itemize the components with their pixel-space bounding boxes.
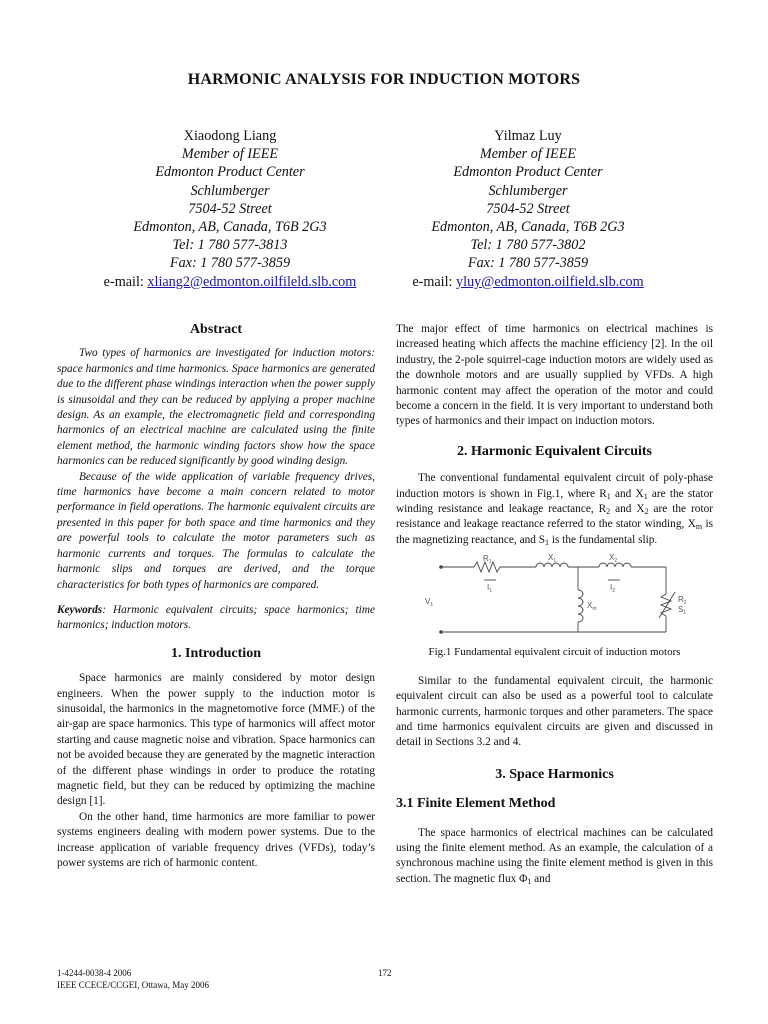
- author-membership: Member of IEEE: [479, 146, 577, 163]
- intro-paragraph-2: On the other hand, time harmonics are more familiar to power systems engineers dealing with modern power systems. Due to the increase application of variable frequency drives (VFDs), today’s power systems are rich of harmonic content.: [57, 810, 375, 869]
- label-r1: $R_1$: [483, 554, 492, 566]
- terminal-bottom: [439, 630, 443, 634]
- author-email-link[interactable]: xliang2@edmonton.oilfileld.slb.com: [147, 273, 357, 290]
- label-i1: $I_1$: [487, 583, 493, 595]
- author-block-1: [90, 127, 370, 291]
- author-email-row: [90, 273, 370, 291]
- author-company: Schlumberger: [488, 182, 568, 199]
- inductor-xm: [578, 590, 583, 622]
- abstract-heading: Abstract: [189, 322, 243, 337]
- email-label: e-mail:: [103, 273, 148, 290]
- footer-left: [57, 967, 209, 991]
- author-city: Edmonton, AB, Canada, T6B 2G3: [133, 219, 327, 236]
- author-fax: Fax: 1 780 577-3859: [467, 255, 589, 272]
- label-x1: $X_1$: [548, 553, 557, 565]
- section-3-1-heading: 3.1 Finite Element Method: [396, 796, 556, 812]
- keywords: [57, 603, 375, 634]
- author-city: Edmonton, AB, Canada, T6B 2G3: [431, 219, 625, 236]
- label-i2: $I_2$: [610, 583, 616, 595]
- left-column: [57, 322, 375, 871]
- paper-title: HARMONIC ANALYSIS FOR INDUCTION MOTORS: [187, 71, 581, 88]
- author-company: Schlumberger: [190, 182, 270, 199]
- sec2-paragraph-2: Similar to the fundamental equivalent circuit, the harmonic equivalent circuit can also be used as a powerful tool to calculate harmonic currents, harmonic torques and other parameters. The space and time harmonics equivalent circuits are given and discussed in detail in Sections 3.2 and 4.: [396, 674, 713, 749]
- keywords-text: : Harmonic equivalent circuits; space harmonics; time harmonics; induction motors.: [57, 603, 375, 632]
- author-org: Edmonton Product Center: [453, 164, 603, 181]
- label-r2: $R_2$: [678, 595, 687, 607]
- figure-1-caption: Fig.1 Fundamental equivalent circuit of induction motors: [428, 646, 681, 659]
- footer-isbn: 1-4244-0038-4 2006: [57, 968, 132, 978]
- label-xm: $X_m$: [587, 601, 597, 613]
- label-v1: $V_1$: [425, 597, 434, 609]
- page-number: 172: [378, 968, 392, 978]
- author-street: 7504-52 Street: [188, 200, 272, 217]
- author-name: Xiaodong Liang: [183, 128, 277, 144]
- author-membership: Member of IEEE: [181, 146, 279, 163]
- author-email-row: [388, 273, 668, 291]
- label-s1: $S_1$: [678, 605, 687, 617]
- author-block-2: [388, 127, 668, 291]
- author-org: Edmonton Product Center: [155, 164, 305, 181]
- equivalent-circuit-figure: [396, 552, 713, 642]
- abstract-paragraph-2: Because of the wide application of variable frequency drives, time harmonics have become a main concern related to motor performance in field operations. The harmonic equivalent circuits are presented in this paper for both space and time harmonics and they are powerful tools to calculate the motor parameters such as harmonic currents and torques. The formulas to calculate the harmonic slips and torques are derived, and the torque characteristics for both types of harmonics are compared.: [57, 470, 375, 591]
- author-fax: Fax: 1 780 577-3859: [169, 255, 291, 272]
- intro-paragraph-3: The major effect of time harmonics on electrical machines is increased heating which affects the machine efficiency [2]. In the oil industry, the 2-pole squirrel-cage induction motors are widely used as the downhole motors and are usually supplied by VFDs. A high harmonic content may affect the operation of the motor and could become a concern in the field. It is very important to understand both types of harmonics and their impact on induction motors.: [396, 323, 713, 428]
- intro-paragraph-1: Space harmonics are mainly considered by motor design engineers. When the power supply to the induction motor is sinusoidal, the harmonics in the magnetomotive force (MMF.) of the air-gap are space harmonics. This type of harmonics will affect motor starting and cause magnetic noise and vibration. Space harmonics can not be avoided because they are generated by the magnetic interaction of the different phase windings in order to produce the rotating magnetic field, but they can be reduced by optimizing the machine design [1].: [57, 672, 375, 808]
- keywords-label: Keywords: [57, 603, 103, 616]
- author-name: Yilmaz Luy: [494, 128, 562, 144]
- sec3-paragraph-1: The space harmonics of electrical machines can be calculated using the finite element method. As an example, the calculation of a synchronous machine using the finite element method is given in this section. The magnetic flux $\Phi_1$ and: [396, 826, 713, 886]
- sec2-paragraph-1: The conventional fundamental equivalent circuit of poly-phase induction motors is shown in Fig.1, where $R_1$ and $X_1$ are the stator winding resistance and leakage reactance, $R_2$ and $X_2$ are the rotor resistance and leakage reactance referred to the stator winding, $X_m$ is the magnetizing reactance, and $S_1$ is the fundamental slip.: [396, 472, 714, 547]
- resistor-r1: [474, 562, 500, 572]
- email-label: e-mail:: [412, 273, 457, 290]
- section-2-heading: 2. Harmonic Equivalent Circuits: [457, 443, 652, 459]
- right-column: [396, 322, 713, 887]
- abstract-paragraph-1: Two types of harmonics are investigated for induction motors: space harmonics and time harmonics. Space harmonics are generated due to the different phase windings interaction when the power supply is sinusoidal and they can be reduced by applying a proper machine design. As an example, the electromagnetic field and corresponding harmonics of an electrical machine are calculated using the finite element method, the harmonic winding factors show how the space harmonics can be reduced significantly by good winding design.: [57, 347, 375, 468]
- section-1-heading: 1. Introduction: [171, 645, 261, 661]
- footer-venue: IEEE CCECE/CCGEI, Ottawa, May 2006: [57, 980, 209, 990]
- author-street: 7504-52 Street: [486, 200, 570, 217]
- author-tel: Tel: 1 780 577-3802: [470, 237, 586, 254]
- author-email-link[interactable]: yluy@edmonton.oilfield.slb.com: [456, 273, 644, 290]
- section-3-heading: 3. Space Harmonics: [495, 766, 614, 782]
- terminal-top: [439, 565, 443, 569]
- label-x2: $X_2$: [609, 553, 618, 565]
- author-tel: Tel: 1 780 577-3813: [172, 237, 288, 254]
- inductor-x1: [536, 563, 568, 567]
